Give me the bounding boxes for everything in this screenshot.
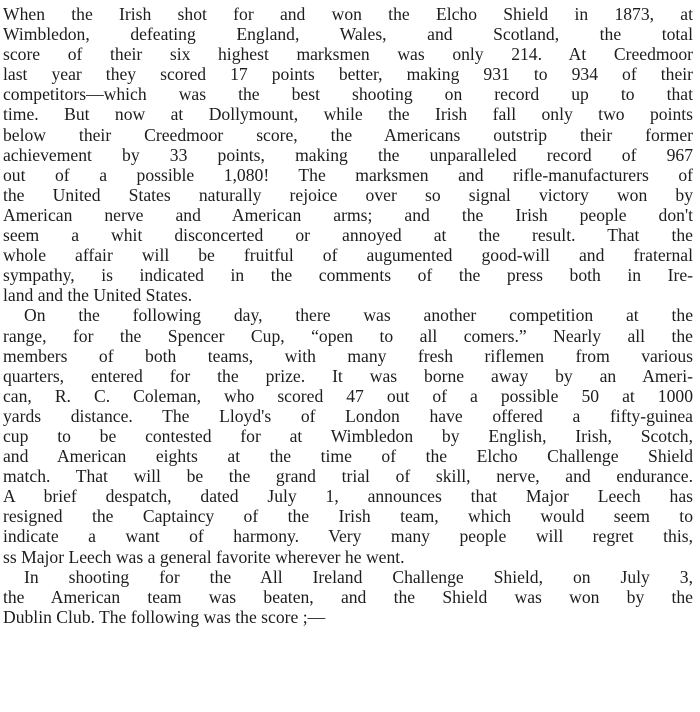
text-line: In shooting for the All Ireland Challenge Shield, on July 3,: [24, 566, 693, 587]
text-line: land and the United States.: [3, 285, 193, 306]
text-line: yards distance. The Lloyd's of London have offered a fifty-guinea: [3, 405, 693, 426]
text-line: competitors—which was the best shooting on record up to that: [3, 84, 693, 105]
text-line: resigned the Captaincy of the Irish team, which would seem to: [3, 506, 693, 527]
article-page: [3, 4, 693, 627]
text-line: seem a whit disconcerted or annoyed at the result. That the: [3, 225, 693, 246]
text-line: and American eights at the time of the Elcho Challenge Shield: [3, 446, 693, 467]
text-line: time. But now at Dollymount, while the Irish fall only two points: [3, 104, 693, 125]
text-line: sympathy, is indicated in the comments of the press both in Ire-: [3, 265, 693, 286]
text-line: members of both teams, with many fresh riflemen from various: [3, 345, 693, 366]
text-line: A brief despatch, dated July 1, announces that Major Leech has: [3, 486, 693, 507]
text-line: quarters, entered for the prize. It was borne away by an Ameri-: [3, 365, 693, 386]
text-line: When the Irish shot for and won the Elcho Shield in 1873, at: [3, 4, 693, 24]
text-line: match. That will be the grand trial of skill, nerve, and endurance.: [3, 466, 693, 487]
text-line: achievement by 33 points, making the unparalleled record of 967: [3, 144, 693, 165]
text-line: cup to be contested for at Wimbledon by English, Irish, Scotch,: [3, 425, 693, 446]
text-line: On the following day, there was another competition at the: [24, 305, 693, 326]
text-line: out of a possible 1,080! The marksmen and rifle-manufacturers of: [3, 164, 693, 185]
text-line: the American team was beaten, and the Shield was won by the: [3, 586, 693, 607]
text-line: indicate a want of harmony. Very many people will regret this,: [3, 526, 693, 547]
paragraph-elcho-shield: [3, 4, 693, 305]
text-line: the United States naturally rejoice over so signal victory won by: [3, 184, 693, 205]
text-line: Dublin Club. The following was the score ;—: [3, 606, 326, 627]
paragraph-all-ireland-shield: [3, 567, 693, 627]
text-line: range, for the Spencer Cup, “open to all comers.” Nearly all the: [3, 325, 693, 346]
text-line: ss Major Leech was a general favorite wherever he went.: [3, 546, 405, 567]
text-line: can, R. C. Coleman, who scored 47 out of a possible 50 at 1000: [3, 385, 693, 406]
text-line: last year they scored 17 points better, making 931 to 934 of their: [3, 64, 693, 85]
text-line: score of their six highest marksmen was only 214. At Creedmoor: [3, 44, 693, 65]
paragraph-spencer-cup: [3, 305, 693, 566]
text-line: Wimbledon, defeating England, Wales, and Scotland, the total: [3, 24, 693, 45]
text-line: whole affair will be fruitful of augumented good-will and fraternal: [3, 245, 693, 266]
text-line: American nerve and American arms; and the Irish people don't: [3, 204, 693, 225]
text-line: below their Creedmoor score, the Americans outstrip their former: [3, 124, 693, 145]
